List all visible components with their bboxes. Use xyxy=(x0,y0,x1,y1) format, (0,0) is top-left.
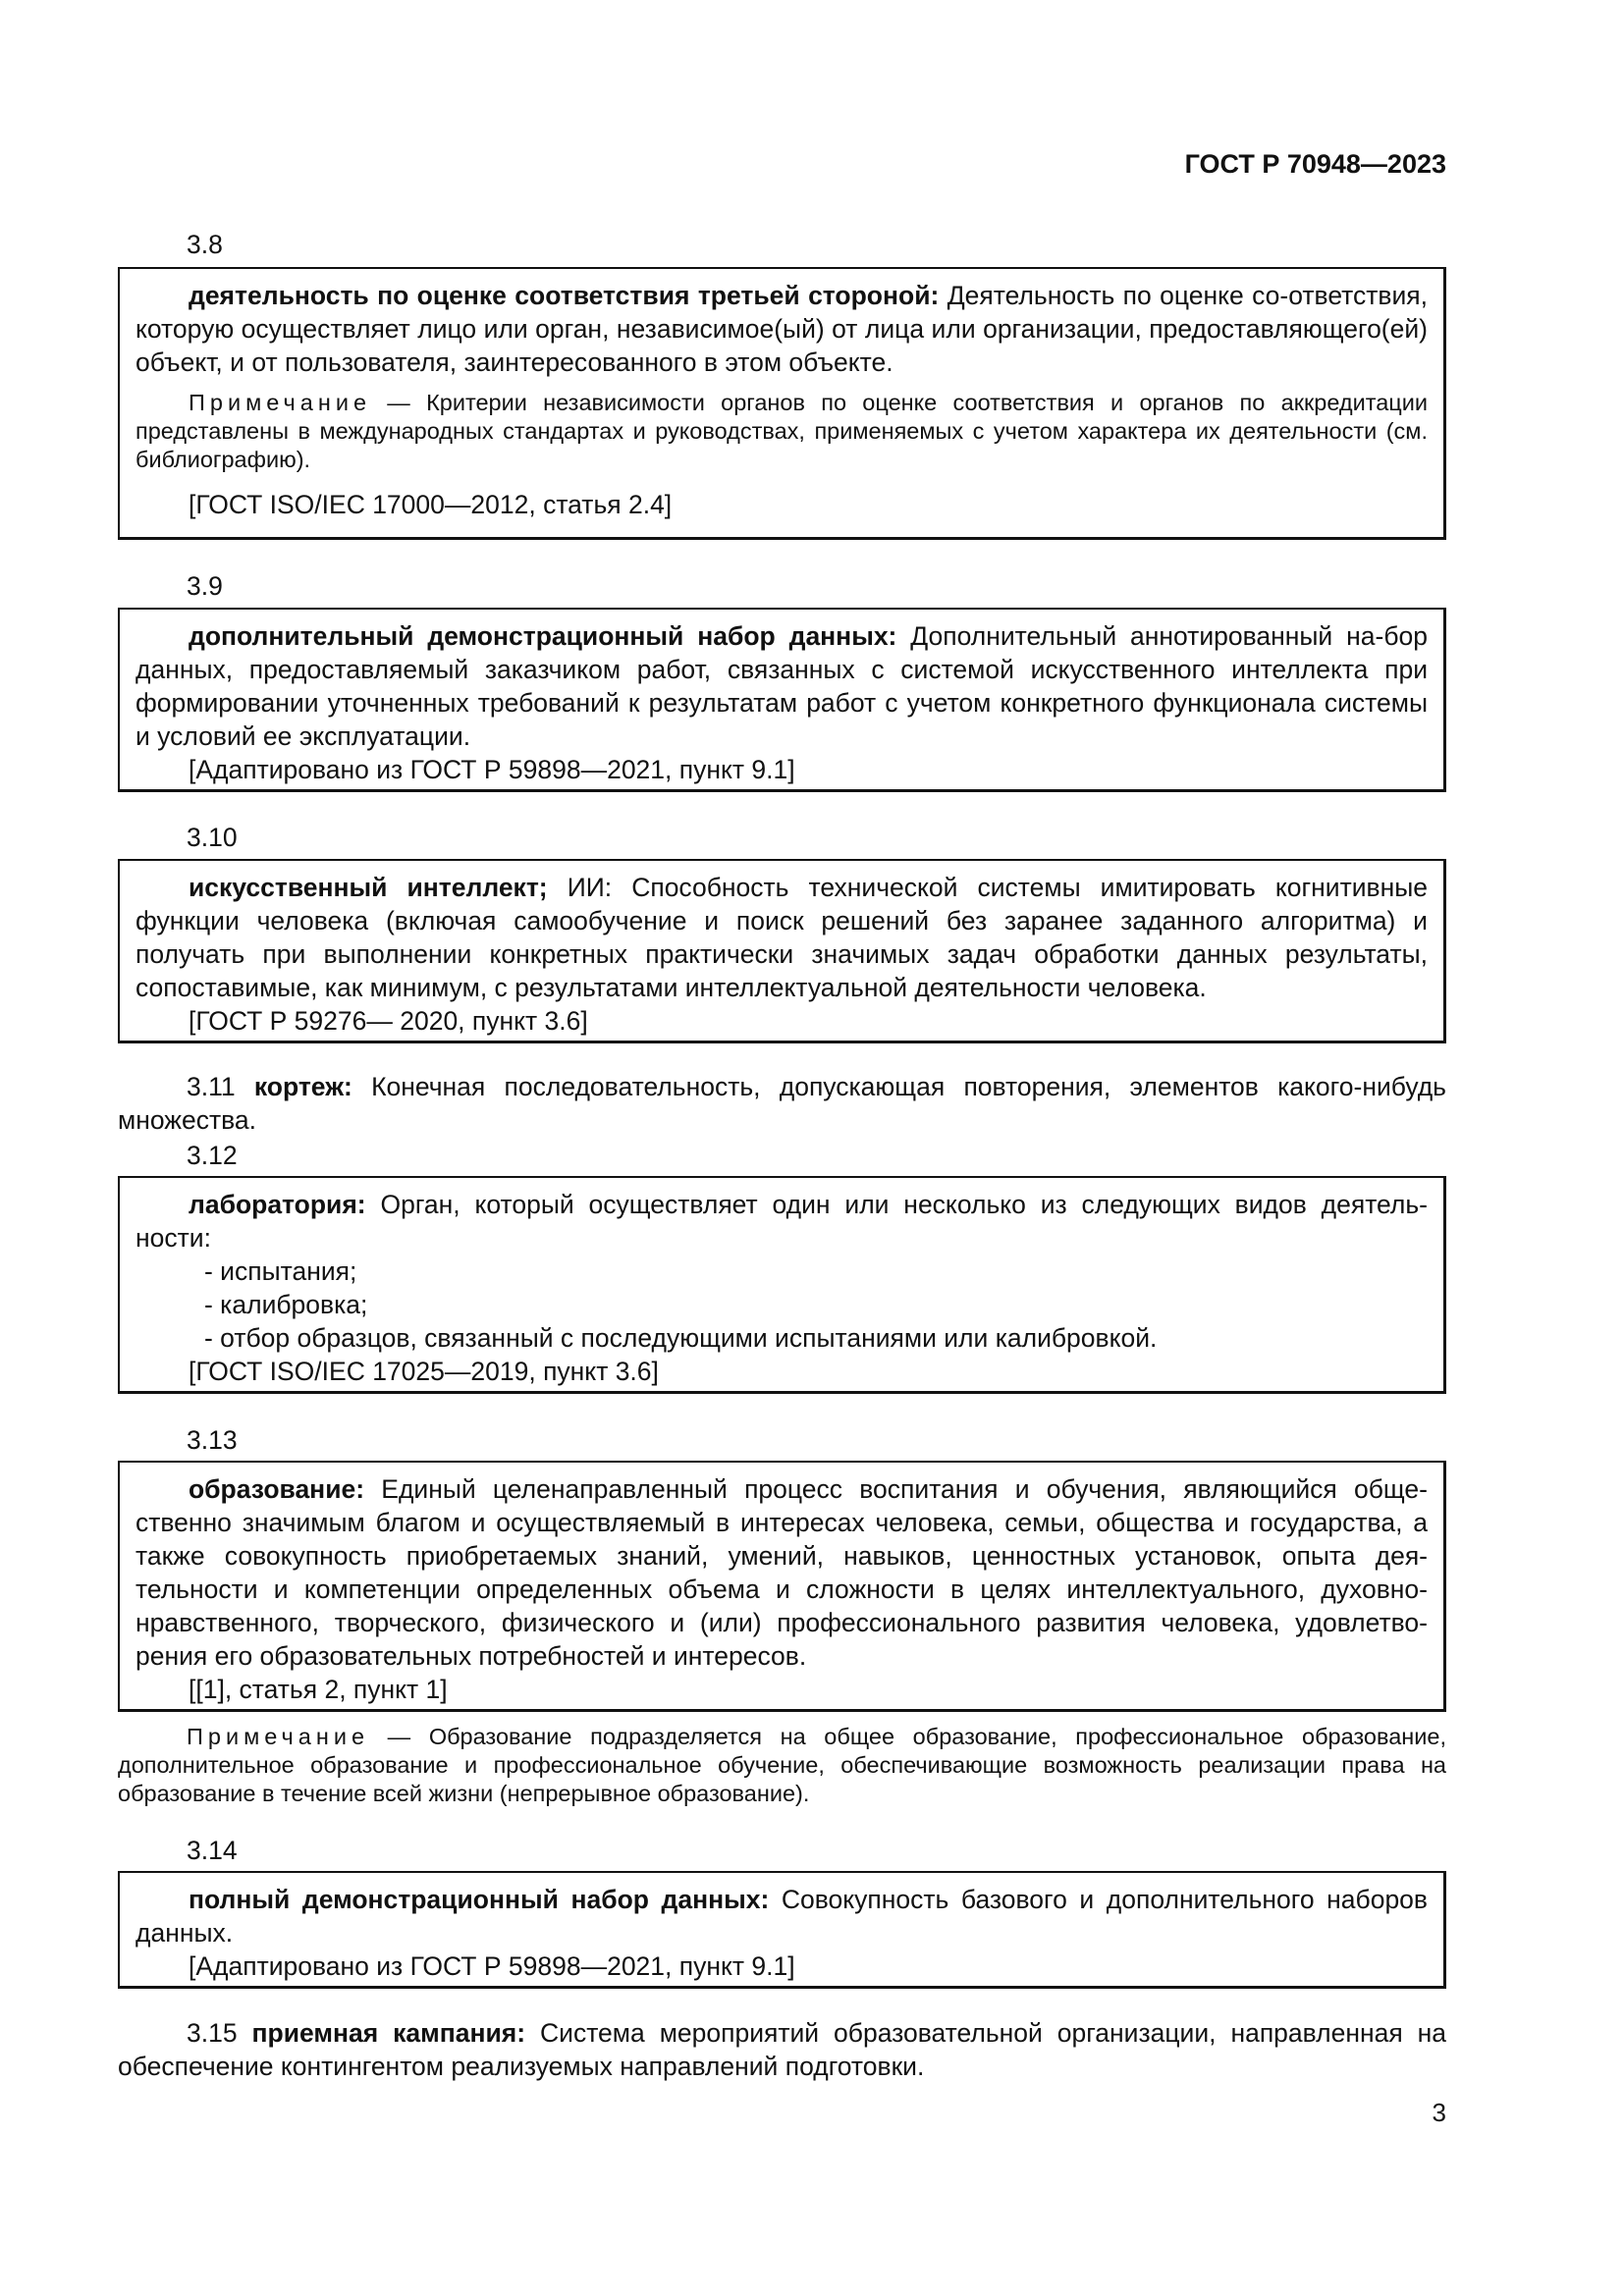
term-3-15: приемная кампания: xyxy=(251,2018,526,2048)
definition-3-15 xyxy=(118,2016,1446,2083)
definition-3-14 xyxy=(135,1883,1428,1949)
definition-3-11 xyxy=(118,1070,1446,1137)
definition-box-3-9 xyxy=(118,608,1446,792)
entry-number-3-8: 3.8 xyxy=(187,230,223,259)
note-text-3-13: — Образование подразделяется на общее образование, профессиональное образование, дополнительное образование и профессиональное обучение, обеспечивающие возможность реализации права на образование в течение всей жизни (непрерывное образование). xyxy=(118,1724,1446,1806)
entry-number-3-14: 3.14 xyxy=(187,1836,238,1865)
document-id-header: ГОСТ Р 70948—2023 xyxy=(1184,149,1446,179)
entry-number-3-10: 3.10 xyxy=(187,823,238,852)
term-3-10: искусственный интеллект; xyxy=(189,873,548,902)
term-3-8: деятельность по оценке соответствия третьей стороной: xyxy=(189,281,940,310)
entry-number-3-15: 3.15 xyxy=(187,2018,238,2048)
term-3-12: лаборатория: xyxy=(189,1190,366,1219)
entry-number-3-11: 3.11 xyxy=(187,1072,236,1101)
note-3-8 xyxy=(135,389,1428,474)
entry-number-3-9: 3.9 xyxy=(187,571,223,601)
note-text-3-8: — Критерии независимости органов по оценке соответствия и органов по аккредитации представлены в международных стандартах и руководствах, применяемых с учетом характера их деятельности (см. библиографию). xyxy=(135,390,1428,472)
definition-3-13 xyxy=(135,1472,1428,1673)
definition-text-3-13: Единый целенаправленный процесс воспитания и обучения, являющийся обще-ственно значимым благом и осуществляемый в интересах человека, семьи, общества и государства, а также совокупность приобретаемых знаний, умений, навыков, ценностных установок, опыта дея-тельности и компетенции определенных объема и сложности в целях интеллектуального, духовно-нравственного, творческого, физического и (или) профессионального развития человека, удовлетво-рения его образовательных потребностей и интересов. xyxy=(135,1474,1428,1671)
definition-text-3-8: Деятельность по оценке со-ответствия, которую осуществляет лицо или орган, независимое(ый) от лица или организации, предоставляющего(ей) объект, и от пользователя, заинтересованного в этом объекте. xyxy=(135,281,1428,377)
term-3-9: дополнительный демонстрационный набор данных: xyxy=(189,621,897,651)
reference-3-10: [ГОСТ Р 59276— 2020, пункт 3.6] xyxy=(189,1006,588,1036)
list-item: - испытания; xyxy=(204,1256,357,1286)
definition-box-3-14 xyxy=(118,1871,1446,1989)
definition-box-3-8 xyxy=(118,267,1446,540)
definition-3-9 xyxy=(135,619,1428,753)
reference-3-8: [ГОСТ ISO/IEC 17000—2012, статья 2.4] xyxy=(189,490,673,519)
term-3-11: кортеж: xyxy=(253,1072,352,1101)
definition-text-3-12: Орган, который осуществляет один или несколько из следующих видов деятель-ности: xyxy=(135,1190,1428,1253)
definition-box-3-12 xyxy=(118,1176,1446,1394)
definition-3-12 xyxy=(135,1188,1428,1255)
entry-number-3-12: 3.12 xyxy=(187,1141,238,1170)
reference-3-9: [Адаптировано из ГОСТ Р 59898—2021, пункт 9.1] xyxy=(189,755,795,784)
page-number: 3 xyxy=(1432,2098,1446,2127)
definition-3-10 xyxy=(135,871,1428,1004)
reference-3-14: [Адаптировано из ГОСТ Р 59898—2021, пункт 9.1] xyxy=(189,1951,795,1981)
definition-box-3-10 xyxy=(118,859,1446,1043)
entry-number-3-13: 3.13 xyxy=(187,1425,238,1455)
definition-text-3-15: Система мероприятий образовательной организации, направленная на обеспечение контингентом реализуемых направлений подготовки. xyxy=(118,2018,1446,2081)
definition-text-3-9: Дополнительный аннотированный на-бор данных, предоставляемый заказчиком работ, связанных с системой искусственного интеллекта при формировании уточненных требований к результатам работ с учетом конкретного функционала системы и условий ее эксплуатации. xyxy=(135,621,1428,751)
definition-text-3-11: Конечная последовательность, допускающая повторения, элементов какого-нибудь множества. xyxy=(118,1072,1446,1135)
reference-3-12: [ГОСТ ISO/IEC 17025—2019, пункт 3.6] xyxy=(189,1357,659,1386)
definition-box-3-13 xyxy=(118,1461,1446,1712)
list-item: - калибровка; xyxy=(204,1290,368,1319)
reference-3-13: [[1], статья 2, пункт 1] xyxy=(189,1675,448,1704)
term-3-13: образование: xyxy=(189,1474,365,1504)
note-label-3-8: Примечание xyxy=(189,390,372,415)
list-item: - отбор образцов, связанный с последующими испытаниями или калибровкой. xyxy=(204,1323,1158,1353)
term-3-14: полный демонстрационный набор данных: xyxy=(189,1885,770,1914)
note-label-3-13: Примечание xyxy=(187,1724,370,1749)
definition-text-3-14: Совокупность базового и дополнительного наборов данных. xyxy=(135,1885,1428,1948)
definition-text-3-10: ИИ: Способность технической системы имитировать когнитивные функции человека (включая самообучение и поиск решений без заранее заданного алгоритма) и получать при выполнении конкретных практически значимых задач обработки данных результаты, сопоставимые, как минимум, с результатами интеллектуальной деятельности человека. xyxy=(135,873,1429,1002)
note-3-13 xyxy=(118,1723,1446,1808)
definition-3-8 xyxy=(135,279,1428,379)
